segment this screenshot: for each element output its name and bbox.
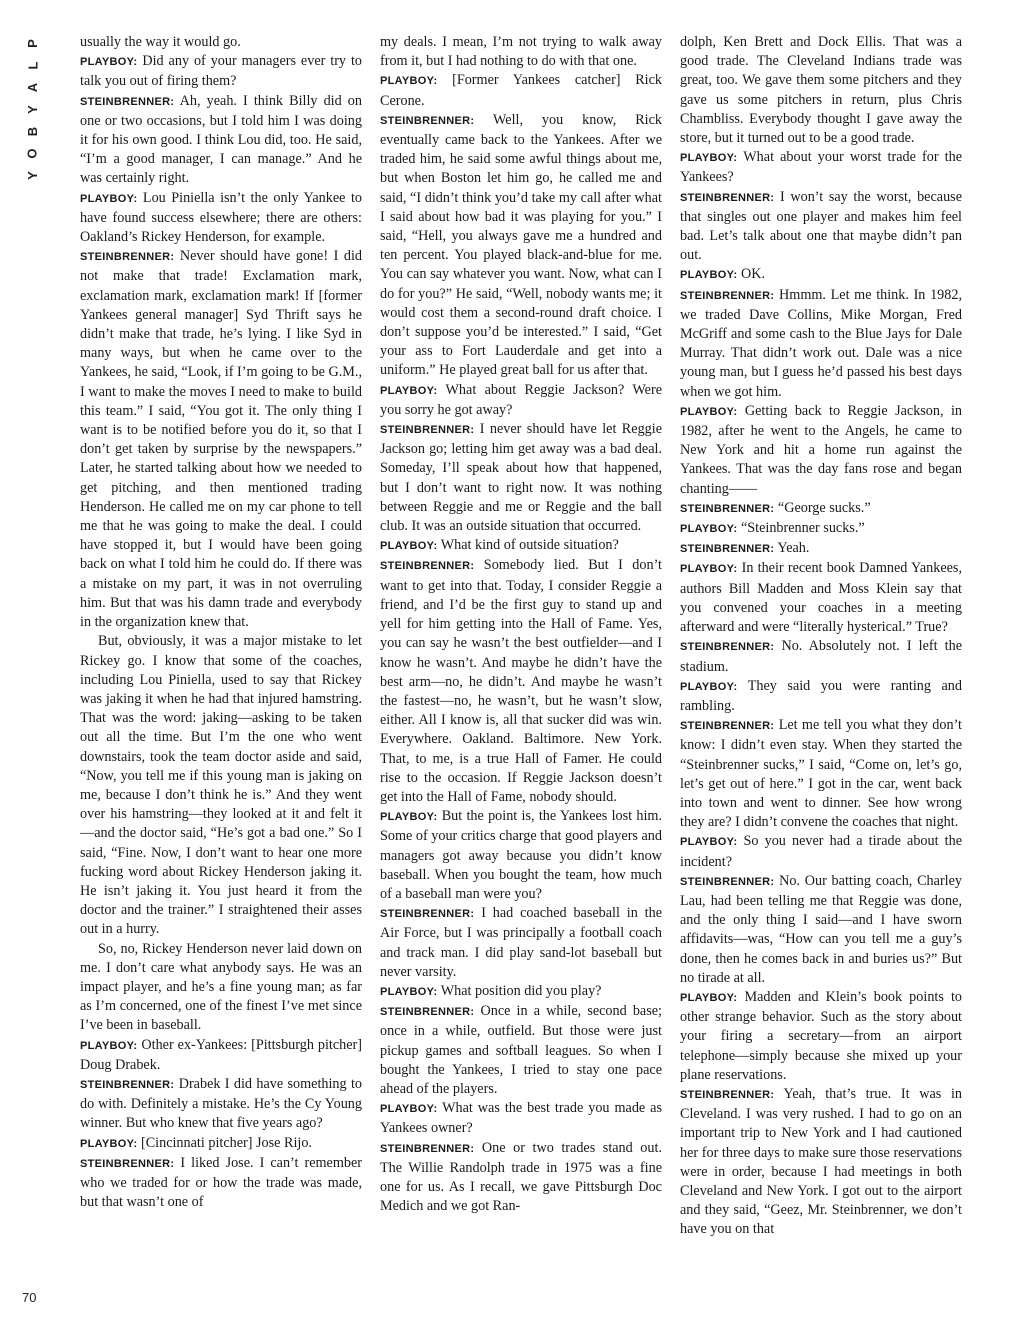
paragraph-text: So, no, Rickey Henderson never laid down on me. I don’t care what anybody says. He was an impact player, and he’s a fine young man; as far as I’m concerned, one of the finest I’ve met since I’ve been in baseball. bbox=[80, 940, 362, 1034]
speaker-label: STEINBRENNER: bbox=[680, 1088, 775, 1101]
paragraph-text: Hmmm. Let me think. In 1982, we traded Dave Collins, Mike Morgan, Fred McGriff and some cash to the Blue Jays for Dale Murray. That didn’t work out. Dale was a nice young man, but I guess he’d passed his best days when we got him. bbox=[680, 286, 962, 400]
paragraph-text: my deals. I mean, I’m not trying to walk away from it, but I had nothing to do with that one. bbox=[380, 34, 662, 70]
interview-exchange bbox=[680, 286, 962, 402]
interview-exchange bbox=[80, 92, 362, 189]
interview-exchange bbox=[80, 1154, 362, 1213]
speaker-label: PLAYBOY: bbox=[380, 811, 438, 824]
interview-exchange bbox=[80, 52, 362, 91]
interview-exchange bbox=[680, 677, 962, 716]
speaker-label: STEINBRENNER: bbox=[680, 289, 775, 302]
paragraph-text: Yeah. bbox=[774, 540, 810, 557]
paragraph-text: I liked Jose. I can’t remember who we traded for or how the trade was made, but that wasn’t one of bbox=[80, 1154, 362, 1211]
paragraph-text: So you never had a tirade about the incident? bbox=[680, 833, 962, 870]
paragraph bbox=[380, 33, 662, 71]
interview-exchange bbox=[80, 1036, 362, 1075]
playboy-masthead bbox=[22, 32, 44, 232]
paragraph-text: What kind of outside situation? bbox=[437, 537, 619, 554]
interview-exchange bbox=[680, 559, 962, 637]
interview-exchange bbox=[80, 1134, 362, 1154]
paragraph-text: [Cincinnati pitcher] Jose Rijo. bbox=[137, 1134, 312, 1151]
paragraph-text: Did any of your managers ever try to talk you out of firing them? bbox=[80, 53, 362, 90]
speaker-label: STEINBRENNER: bbox=[680, 543, 775, 556]
speaker-label: PLAYBOY: bbox=[680, 523, 738, 536]
paragraph-text: What was the best trade you made as Yankees owner? bbox=[380, 1100, 662, 1137]
speaker-label: PLAYBOY: bbox=[680, 991, 738, 1004]
paragraph-text: What position did you play? bbox=[437, 982, 602, 999]
interview-exchange bbox=[380, 904, 662, 982]
interview-exchange bbox=[80, 189, 362, 248]
speaker-label: PLAYBOY: bbox=[80, 1137, 138, 1150]
speaker-label: PLAYBOY: bbox=[380, 75, 438, 88]
paragraph-text: But the point is, the Yankees lost him. Some of your critics charge that good players and managers got away because you didn’t know baseball. When you bought the team, how much of a baseball man were you? bbox=[380, 808, 662, 902]
masthead-letter: A bbox=[24, 81, 40, 93]
paragraph bbox=[80, 33, 362, 52]
text-column-1 bbox=[80, 33, 362, 1303]
speaker-label: PLAYBOY: bbox=[380, 985, 438, 998]
paragraph-text: Madden and Klein’s book points to other strange behavior. Such as the story about your firing a secretary—from an airport telephone—simply because she mixed up your plane reservations. bbox=[680, 988, 962, 1083]
paragraph-text: But, obviously, it was a major mistake to let Rickey go. I know that some of the coaches, including Lou Piniella, used to say that Rickey was jaking it when he had that injured hamstring. That was the word: jaking—asking to be taken out all the time. But I’m the one who went downstairs, took the team doctor aside and said, “Now, you tell me if this young man is jaking on me, because I don’t think he is.” And they went over his hamstring—they looked at it and felt it—and the doctor said, “He’s got a bad one.” So I said, “Fine. Now, I don’t want to hear one more fucking word about Rickey Henderson jaking it. He isn’t jaking it. You just heard it from the doctor and the trainer.” I straightened their asses out in a hurry. bbox=[80, 633, 362, 938]
paragraph-text: Lou Piniella isn’t the only Yankee to have found success elsewhere; there are others: Oakland’s Rickey Henderson, for example. bbox=[80, 189, 362, 246]
masthead-letter: O bbox=[25, 147, 40, 159]
interview-exchange bbox=[380, 381, 662, 420]
interview-exchange bbox=[380, 420, 662, 536]
paragraph-text: They said you were ranting and rambling. bbox=[680, 677, 962, 714]
paragraph-text: I had coached baseball in the Air Force, but I was principally a football coach and track man. I did play sand-lot baseball but never varsity. bbox=[380, 905, 662, 980]
paragraph-text: Drabek I did have something to do with. Definitely a mistake. He’s the Cy Young winner. But who knew that five years ago? bbox=[80, 1075, 362, 1132]
speaker-label: STEINBRENNER: bbox=[380, 1142, 475, 1155]
paragraph-text: [Former Yankees catcher] Rick Cerone. bbox=[380, 72, 662, 109]
speaker-label: STEINBRENNER: bbox=[380, 908, 475, 921]
text-column-3 bbox=[680, 33, 962, 1303]
speaker-label: PLAYBOY: bbox=[80, 1039, 138, 1052]
interview-exchange bbox=[380, 556, 662, 807]
paragraph-text: Getting back to Reggie Jackson, in 1982, after he went to the Angels, he came to New York and hit a home run against the Yankees. That was the day fans rose and began chanting—— bbox=[680, 402, 962, 497]
interview-exchange bbox=[380, 1099, 662, 1138]
paragraph bbox=[680, 33, 962, 148]
interview-exchange bbox=[680, 519, 962, 539]
interview-exchange bbox=[380, 1139, 662, 1217]
speaker-label: STEINBRENNER: bbox=[80, 95, 175, 108]
page-number: 70 bbox=[22, 1290, 37, 1305]
paragraph-text: “Steinbrenner sucks.” bbox=[737, 520, 865, 537]
text-column-2 bbox=[380, 33, 662, 1303]
interview-exchange bbox=[680, 402, 962, 499]
interview-exchange bbox=[380, 111, 662, 381]
speaker-label: PLAYBOY: bbox=[680, 269, 738, 282]
paragraph bbox=[80, 632, 362, 939]
interview-exchange bbox=[680, 716, 962, 832]
interview-exchange bbox=[680, 637, 962, 676]
speaker-label: STEINBRENNER: bbox=[80, 1078, 175, 1091]
interview-exchange bbox=[80, 1075, 362, 1134]
speaker-label: STEINBRENNER: bbox=[80, 1157, 175, 1170]
paragraph-text: usually the way it would go. bbox=[80, 34, 241, 50]
masthead-letter: L bbox=[24, 60, 40, 70]
speaker-label: PLAYBOY: bbox=[380, 540, 438, 553]
interview-exchange bbox=[680, 148, 962, 187]
interview-exchange bbox=[680, 539, 962, 559]
masthead-letter: B bbox=[24, 125, 40, 137]
speaker-label: PLAYBOY: bbox=[380, 384, 438, 397]
paragraph-text: “George sucks.” bbox=[774, 499, 871, 516]
paragraph-text: Once in a while, second base; once in a while, outfield. But those were just pickup games and softball leagues. So when I bought the Yankees, I tried to stay one pace ahead of the players. bbox=[380, 1003, 662, 1097]
speaker-label: STEINBRENNER: bbox=[380, 424, 475, 437]
speaker-label: PLAYBOY: bbox=[80, 56, 138, 69]
masthead-letter: Y bbox=[24, 170, 40, 180]
speaker-label: STEINBRENNER: bbox=[80, 251, 175, 264]
speaker-label: STEINBRENNER: bbox=[680, 641, 775, 654]
speaker-label: PLAYBOY: bbox=[380, 1103, 438, 1116]
interview-exchange bbox=[80, 247, 362, 632]
speaker-label: STEINBRENNER: bbox=[680, 191, 775, 204]
paragraph-text: Ah, yeah. I think Billy did on one or two occasions, but I told him I was doing it for his own good. I think Lou did, too. He said, “I’m a good manager, I can manage.” And he was certainly right. bbox=[80, 92, 362, 187]
interview-exchange bbox=[680, 988, 962, 1085]
paragraph-text: Somebody lied. But I don’t want to get into that. Today, I consider Reggie a friend, and I’d be the first guy to stand up and yell for him getting into the Hall of Fame. Yes, you can say he wasn’t the best outfielder—and I know he wasn’t. And maybe he didn’t have the best arm—no, he didn’t. And maybe he wasn’t the fastest—no, he wasn’t, but he wasn’t slow, either. All I know is, all that sucker did was win. Everywhere. Oakland. Baltimore. New York. That, to me, is a true Hall of Famer. He could rise to the occasion. If Reggie Jackson doesn’t get into the Hall of Fame, nobody should. bbox=[380, 557, 662, 805]
interview-exchange bbox=[680, 188, 962, 266]
paragraph-text: Well, you know, Rick eventually came back to the Yankees. After we traded him, he said some awful things about me, but when Boston let him go, he called me and said, “I didn’t think you’d take my call after what I said about how bad it was playing for you.” I said, “Hell, you always gave me a hundred and ten percent. You played black-and-blue for me. You can say whatever you want. Now, what can I do for you?” He said, “Well, nobody wants me; it would cost them a second-round draft choice. I don’t suppose you’d be interested.” I said, “Get your ass to Fort Lauderdale and get into a uniform.” He played great ball for us after that. bbox=[380, 111, 662, 379]
interview-exchange bbox=[380, 807, 662, 904]
paragraph bbox=[80, 940, 362, 1036]
speaker-label: STEINBRENNER: bbox=[680, 502, 775, 515]
speaker-label: STEINBRENNER: bbox=[380, 560, 475, 573]
interview-exchange bbox=[680, 1085, 962, 1240]
paragraph-text: I won’t say the worst, because that singles out one player and makes him feel bad. Let’s talk about one that maybe didn’t pan out. bbox=[680, 188, 962, 264]
interview-exchange bbox=[380, 1002, 662, 1099]
speaker-label: STEINBRENNER: bbox=[680, 720, 775, 733]
interview-exchange bbox=[680, 265, 962, 285]
masthead-letter: P bbox=[24, 38, 40, 48]
interview-exchange bbox=[380, 536, 662, 556]
speaker-label: STEINBRENNER: bbox=[680, 875, 775, 888]
paragraph-text: I never should have let Reggie Jackson go; letting him get away was a bad deal. Someday, I’ll speak about how that happened, but I don’t want to right now. It was nothing between Reggie and me or Reggie and the ball club. It was an outside situation that occurred. bbox=[380, 421, 662, 535]
speaker-label: PLAYBOY: bbox=[680, 152, 738, 165]
interview-exchange bbox=[680, 832, 962, 871]
paragraph-text: Never should have gone! I did not make that trade! Exclamation mark, exclamation mark, exclamation mark! If [former Yankees general manager] Syd Thrift says he didn’t make that trade, he’s lying. I like Syd in many ways, but when he came over to the Yankees, he said, “Look, if I’m going to be G.M., I want to make the moves I need to make to build this team.” I said, “You got it. The only thing I want is to be notified before you do it, so that I don’t get taken by surprise by the newspapers.” Later, he started talking about how we needed to get pitching, and then mentioned trading Henderson. He called me on my car phone to tell me that he was going to make the deal. I could have stopped it, but I would have been going back on what I told him he could do. If there was a mistake on my part, it was in not overruling him. But that was his damn trade and everybody in the organization knew that. bbox=[80, 248, 362, 631]
paragraph-text: Other ex-Yankees: [Pittsburgh pitcher] Doug Drabek. bbox=[80, 1036, 362, 1073]
interview-exchange bbox=[680, 499, 962, 519]
speaker-label: PLAYBOY: bbox=[680, 563, 738, 576]
paragraph-text: What about your worst trade for the Yankees? bbox=[680, 149, 962, 186]
paragraph-text: dolph, Ken Brett and Dock Ellis. That was a good trade. The Cleveland Indians trade was great, too. We gave them some pitchers and they gave us some pitchers in return, plus Chris Chambliss. Everybody thought I gave away the store, but it turned out to be a good trade. bbox=[680, 34, 962, 147]
paragraph-text: No. Absolutely not. I left the stadium. bbox=[680, 638, 962, 675]
interview-exchange bbox=[680, 872, 962, 988]
paragraph-text: Yeah, that’s true. It was in Cleveland. I was very rushed. I had to go on an important trip to New York and I had cautioned her for three days to make sure those reservations were in order, because I had meetings in both Cleveland and New York. I got out to the airport and they said, “Geez, Mr. Steinbrenner, we don’t have you on that bbox=[680, 1085, 962, 1238]
paragraph-text: In their recent book Damned Yankees, authors Bill Madden and Moss Klein say that you convened your coaches in a meeting afterward and were “literally hysterical.” True? bbox=[680, 560, 962, 636]
paragraph-text: One or two trades stand out. The Willie Randolph trade in 1975 was a fine one for us. As I recall, we gave Pittsburgh Doc Medich and we got Ran- bbox=[380, 1139, 662, 1215]
speaker-label: PLAYBOY: bbox=[80, 192, 138, 205]
masthead-letter: Y bbox=[24, 104, 40, 114]
paragraph-text: Let me tell you what they don’t know: I didn’t even stay. When they started the “Steinbrenner sucks,” I said, “Come on, let’s go, let’s get out of here.” I got in the car, went back into town and went to dinner. See how wrong they are? I didn’t convene the coaches that night. bbox=[680, 717, 962, 831]
interview-exchange bbox=[380, 982, 662, 1002]
paragraph-text: What about Reggie Jackson? Were you sorry he got away? bbox=[380, 381, 662, 418]
paragraph-text: OK. bbox=[737, 266, 766, 283]
speaker-label: PLAYBOY: bbox=[680, 680, 738, 693]
speaker-label: STEINBRENNER: bbox=[380, 114, 475, 127]
speaker-label: STEINBRENNER: bbox=[380, 1006, 475, 1019]
paragraph-text: No. Our batting coach, Charley Lau, had been telling me that Reggie was done, and the only thing I said—and I have sworn affidavits—was, “How can you tell me a guy’s done, then he comes back in and buries us?” But no tirade at all. bbox=[680, 872, 962, 986]
speaker-label: PLAYBOY: bbox=[680, 836, 738, 849]
speaker-label: PLAYBOY: bbox=[680, 405, 738, 418]
interview-exchange bbox=[380, 71, 662, 110]
